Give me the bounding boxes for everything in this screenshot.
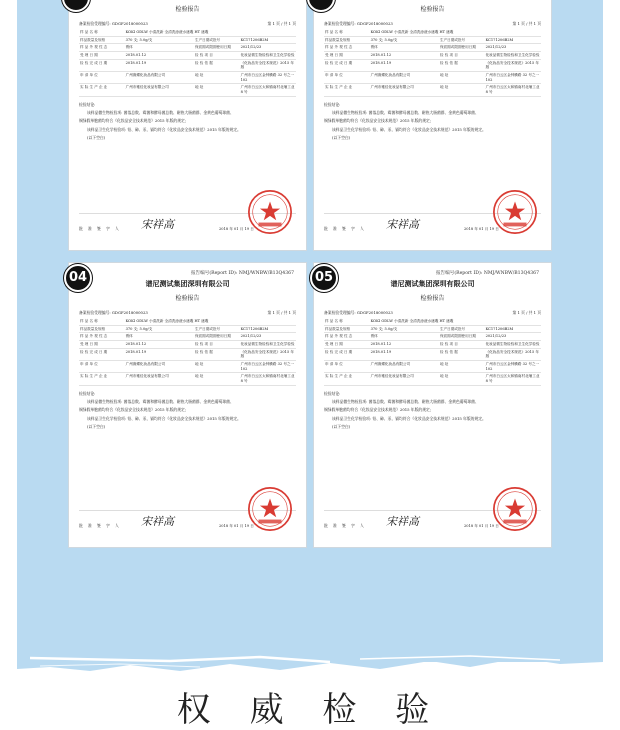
signature-row <box>324 510 541 533</box>
field-row: 检 验 完 成 日 期 2018.01.19 检 验 依 据 《化妆品安全技术规范》2015 年版 <box>79 59 296 71</box>
sign-label: 批 准 签 字 人 <box>79 226 121 231</box>
field-row: 样 品 名 称 KOKI ODLW 小清洗新 全清洗涂液水遮瑕 HT 遮瑕 <box>79 29 296 36</box>
sign-label: 批 准 签 字 人 <box>79 523 121 528</box>
report-card-2 <box>314 0 551 250</box>
torn-paper-edge <box>0 640 620 680</box>
official-stamp-icon <box>246 485 294 533</box>
signature: 宋祥高 <box>141 515 174 528</box>
signature-row <box>79 510 296 533</box>
field-row: 申 请 单 位 广州赛蝶化妆品有限公司 地 址 广州市白云区金钟横路 32 号之一 102 <box>79 72 296 84</box>
field-row: 受 理 日 期 2018.01.12 检 验 项 目 化妆品微生物检验和卫生化学检验 <box>79 52 296 60</box>
signature: 宋祥高 <box>141 218 174 231</box>
report-card-5 <box>314 263 551 547</box>
report-id: 报告编号(Report ID): NMJ/WNBW/B13Q4367 <box>435 271 539 276</box>
report-card-4 <box>69 263 306 547</box>
reg-no-label: 备案检验受理编号: <box>324 310 356 315</box>
field-row: 样品数量及规格 370 支; 5.0g/支 生产日期或批号 KC171206B2M <box>79 36 296 44</box>
field-row: 样 品 外 观 性 态 膏体 保质期或限期使用日期 2021/12/23 <box>324 44 541 52</box>
field-row: 实 际 生 产 企 业 广州市雅佳化妆品有限公司 地 址 广州市白云区太和镇南村北埔工业 8 号 <box>79 373 296 385</box>
field-row: 实 际 生 产 企 业 广州市雅佳化妆品有限公司 地 址 广州市白云区太和镇南村北埔工业 8 号 <box>79 84 296 96</box>
sign-date: 2018 年 01 月 19 日 <box>464 524 499 528</box>
field-row: 检 验 完 成 日 期 2018.01.19 检 验 依 据 《化妆品安全技术规范》2015 年版 <box>79 348 296 360</box>
report-card-1 <box>69 0 306 250</box>
report-fields-table <box>324 29 541 97</box>
report-form <box>324 21 541 142</box>
field-row: 样 品 外 观 性 态 膏体 保质期或限期使用日期 2021/12/23 <box>324 333 541 341</box>
conclusion: 检验结论: 该样品微生物检验项: 菌落总数、霉菌和酵母菌总数、耐热大肠菌群、金黄色葡萄球菌、 铜绿假单胞菌均符合《化妆品安全技术规范》2015 年版的规定; 该样品卫生化学检验项: 铅、砷、汞、镉均符合《化妆品安全技术规范》2015 年版的规定。 (以下空白) <box>79 101 241 141</box>
field-row: 受 理 日 期 2018.01.12 检 验 项 目 化妆品微生物检验和卫生化学检验 <box>79 341 296 349</box>
sign-date: 2018 年 01 月 19 日 <box>219 524 254 528</box>
section-heading: 权 威 检 验 <box>176 690 444 730</box>
reg-no-label: 备案检验受理编号: <box>79 310 111 315</box>
field-row: 样品数量及规格 370 支; 5.0g/支 生产日期或批号 KC171206B2M <box>79 325 296 333</box>
signature: 宋祥高 <box>386 515 419 528</box>
field-row: 实 际 生 产 企 业 广州市雅佳化妆品有限公司 地 址 广州市白云区太和镇南村北埔工业 8 号 <box>324 373 541 385</box>
page-indicator: 第 1 页 / 共 1 页 <box>512 21 541 26</box>
page-indicator: 第 1 页 / 共 1 页 <box>267 21 296 26</box>
number-badge-4: 04 <box>64 264 92 292</box>
signature-row <box>79 213 296 236</box>
field-row: 申 请 单 位 广州赛蝶化妆品有限公司 地 址 广州市白云区金钟横路 32 号之一 102 <box>324 361 541 373</box>
field-row: 实 际 生 产 企 业 广州市雅佳化妆品有限公司 地 址 广州市白云区太和镇南村北埔工业 8 号 <box>324 84 541 96</box>
signature: 宋祥高 <box>386 218 419 231</box>
field-row: 申 请 单 位 广州赛蝶化妆品有限公司 地 址 广州市白云区金钟横路 32 号之一 102 <box>324 72 541 84</box>
report-title: 检验报告 <box>420 295 445 302</box>
field-row: 样 品 外 观 性 态 膏体 保质期或限期使用日期 2021/12/23 <box>79 333 296 341</box>
official-stamp-icon <box>491 485 539 533</box>
field-row: 样品数量及规格 370 支; 5.0g/支 生产日期或批号 KC171206B2M <box>324 325 541 333</box>
company-name: 谱尼测试集团深圳有限公司 <box>145 279 230 288</box>
report-title: 检验报告 <box>175 6 200 13</box>
conclusion: 检验结论: 该样品微生物检验项: 菌落总数、霉菌和酵母菌总数、耐热大肠菌群、金黄色葡萄球菌、 铜绿假单胞菌均符合《化妆品安全技术规范》2015 年版的规定; 该样品卫生化学检验项: 铅、砷、汞、镉均符合《化妆品安全技术规范》2015 年版的规定。 (以下空白) <box>324 390 486 430</box>
report-fields-table <box>324 318 541 386</box>
reg-no: GDGF2018000023 <box>356 21 393 26</box>
sign-date: 2018 年 01 月 19 日 <box>464 227 499 231</box>
reg-no-label: 备案检验受理编号: <box>79 21 111 26</box>
field-row: 检 验 完 成 日 期 2018.01.19 检 验 依 据 《化妆品安全技术规范》2015 年版 <box>324 59 541 71</box>
report-title: 检验报告 <box>420 6 445 13</box>
sign-label: 批 准 签 字 人 <box>324 226 366 231</box>
page-indicator: 第 1 页 / 共 1 页 <box>267 310 296 315</box>
reg-no-label: 备案检验受理编号: <box>324 21 356 26</box>
field-row: 样 品 名 称 KOKI ODLW 小清洗新 全清洗涂液水遮瑕 HT 遮瑕 <box>324 29 541 36</box>
reg-no: GDGF2018000023 <box>111 21 148 26</box>
report-form <box>324 310 541 431</box>
reg-no: GDGF2018000023 <box>356 310 393 315</box>
field-row: 受 理 日 期 2018.01.12 检 验 项 目 化妆品微生物检验和卫生化学检验 <box>324 52 541 60</box>
conclusion: 检验结论: 该样品微生物检验项: 菌落总数、霉菌和酵母菌总数、耐热大肠菌群、金黄色葡萄球菌、 铜绿假单胞菌均符合《化妆品安全技术规范》2015 年版的规定; 该样品卫生化学检验项: 铅、砷、汞、镉均符合《化妆品安全技术规范》2015 年版的规定。 (以下空白) <box>324 101 486 141</box>
report-form <box>79 310 296 431</box>
number-badge-5: 05 <box>310 264 338 292</box>
conclusion: 检验结论: 该样品微生物检验项: 菌落总数、霉菌和酵母菌总数、耐热大肠菌群、金黄色葡萄球菌、 铜绿假单胞菌均符合《化妆品安全技术规范》2015 年版的规定; 该样品卫生化学检验项: 铅、砷、汞、镉均符合《化妆品安全技术规范》2015 年版的规定。 (以下空白) <box>79 390 241 430</box>
signature-row <box>324 213 541 236</box>
official-stamp-icon <box>246 188 294 236</box>
report-title: 检验报告 <box>175 295 200 302</box>
page-indicator: 第 1 页 / 共 1 页 <box>512 310 541 315</box>
report-form <box>79 21 296 142</box>
field-row: 样 品 外 观 性 态 膏体 保质期或限期使用日期 2021/12/23 <box>79 44 296 52</box>
report-id: 报告编号(Report ID): NMJ/WNBW/B13Q4367 <box>190 271 294 276</box>
field-row: 样 品 名 称 KOKI ODLW 小清洗新 全清洗涂液水遮瑕 HT 遮瑕 <box>324 318 541 325</box>
field-row: 样品数量及规格 370 支; 5.0g/支 生产日期或批号 KC171206B2M <box>324 36 541 44</box>
sign-date: 2018 年 01 月 19 日 <box>219 227 254 231</box>
reg-no: GDGF2018000023 <box>111 310 148 315</box>
report-fields-table <box>79 29 296 97</box>
company-name: 谱尼测试集团深圳有限公司 <box>390 279 475 288</box>
field-row: 申 请 单 位 广州赛蝶化妆品有限公司 地 址 广州市白云区金钟横路 32 号之一 102 <box>79 361 296 373</box>
sign-label: 批 准 签 字 人 <box>324 523 366 528</box>
report-fields-table <box>79 318 296 386</box>
field-row: 受 理 日 期 2018.01.12 检 验 项 目 化妆品微生物检验和卫生化学检验 <box>324 341 541 349</box>
field-row: 样 品 名 称 KOKI ODLW 小清洗新 全清洗涂液水遮瑕 HT 遮瑕 <box>79 318 296 325</box>
field-row: 检 验 完 成 日 期 2018.01.19 检 验 依 据 《化妆品安全技术规范》2015 年版 <box>324 348 541 360</box>
official-stamp-icon <box>491 188 539 236</box>
